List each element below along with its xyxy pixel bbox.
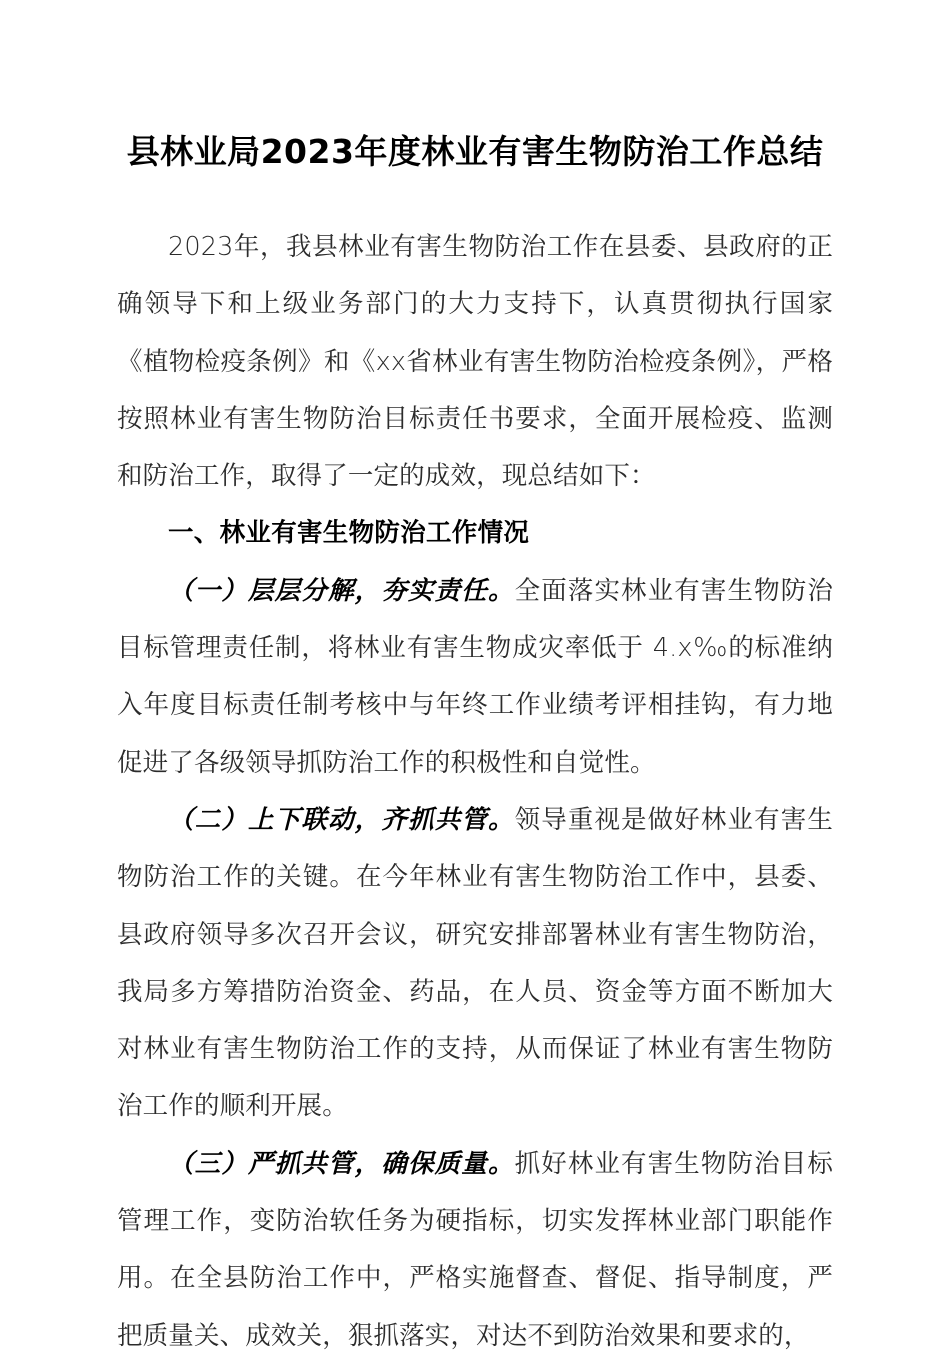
paragraph-item-3-text: 抓好林业有害生物防治目标管理工作，变防治软任务为硬指标，切实发挥林业部门职能作用。在全县防治工作中，严格实施督查、督促、指导制度，严把质量关、成效关，狠抓落实，对达不到防治效果和要求的， <box>117 1148 833 1351</box>
subheading-item-2: （二）上下联动，齐抓共管。 <box>168 804 515 835</box>
paragraph-intro: 2023年，我县林业有害生物防治工作在县委、县政府的正确领导下和上级业务部门的大力支持下，认真贯彻执行国家《植物检疫条例》和《xx省林业有害生物防治检疫条例》，严格按照林业有害生物防治目标责任书要求，全面开展检疫、监测和防治工作，取得了一定的成效，现总结如下： <box>117 232 833 492</box>
subheading-item-1: （一）层层分解，夯实责任。 <box>168 575 515 606</box>
paragraph-item-2-text: 领导重视是做好林业有害生物防治工作的关键。在今年林业有害生物防治工作中，县委、县政府领导多次召开会议，研究安排部署林业有害生物防治，我局多方筹措防治资金、药品，在人员、资金等方面不断加大对林业有害生物防治工作的支持，从而保证了林业有害生物防治工作的顺利开展。 <box>117 804 833 1122</box>
document-content <box>117 178 833 1365</box>
paragraph-item-1-text: 全面落实林业有害生物防治目标管理责任制，将林业有害生物成灾率低于 4.x‰的标准纳入年度目标责任制考核中与年终工作业绩考评相挂钩，有力地促进了各级领导抓防治工作的积极性和自觉性。 <box>117 575 833 778</box>
page-title: 县林业局2023年度林业有害生物防治工作总结 <box>126 132 824 171</box>
subheading-item-3: （三）严抓共管，确保质量。 <box>168 1148 515 1179</box>
paragraph-item-2 <box>117 792 833 1136</box>
section-heading-1: 一、林业有害生物防治工作情况 <box>168 518 530 549</box>
paragraph-item-1 <box>117 563 833 792</box>
paragraph-item-3 <box>117 1136 833 1365</box>
document-body <box>117 0 833 1365</box>
